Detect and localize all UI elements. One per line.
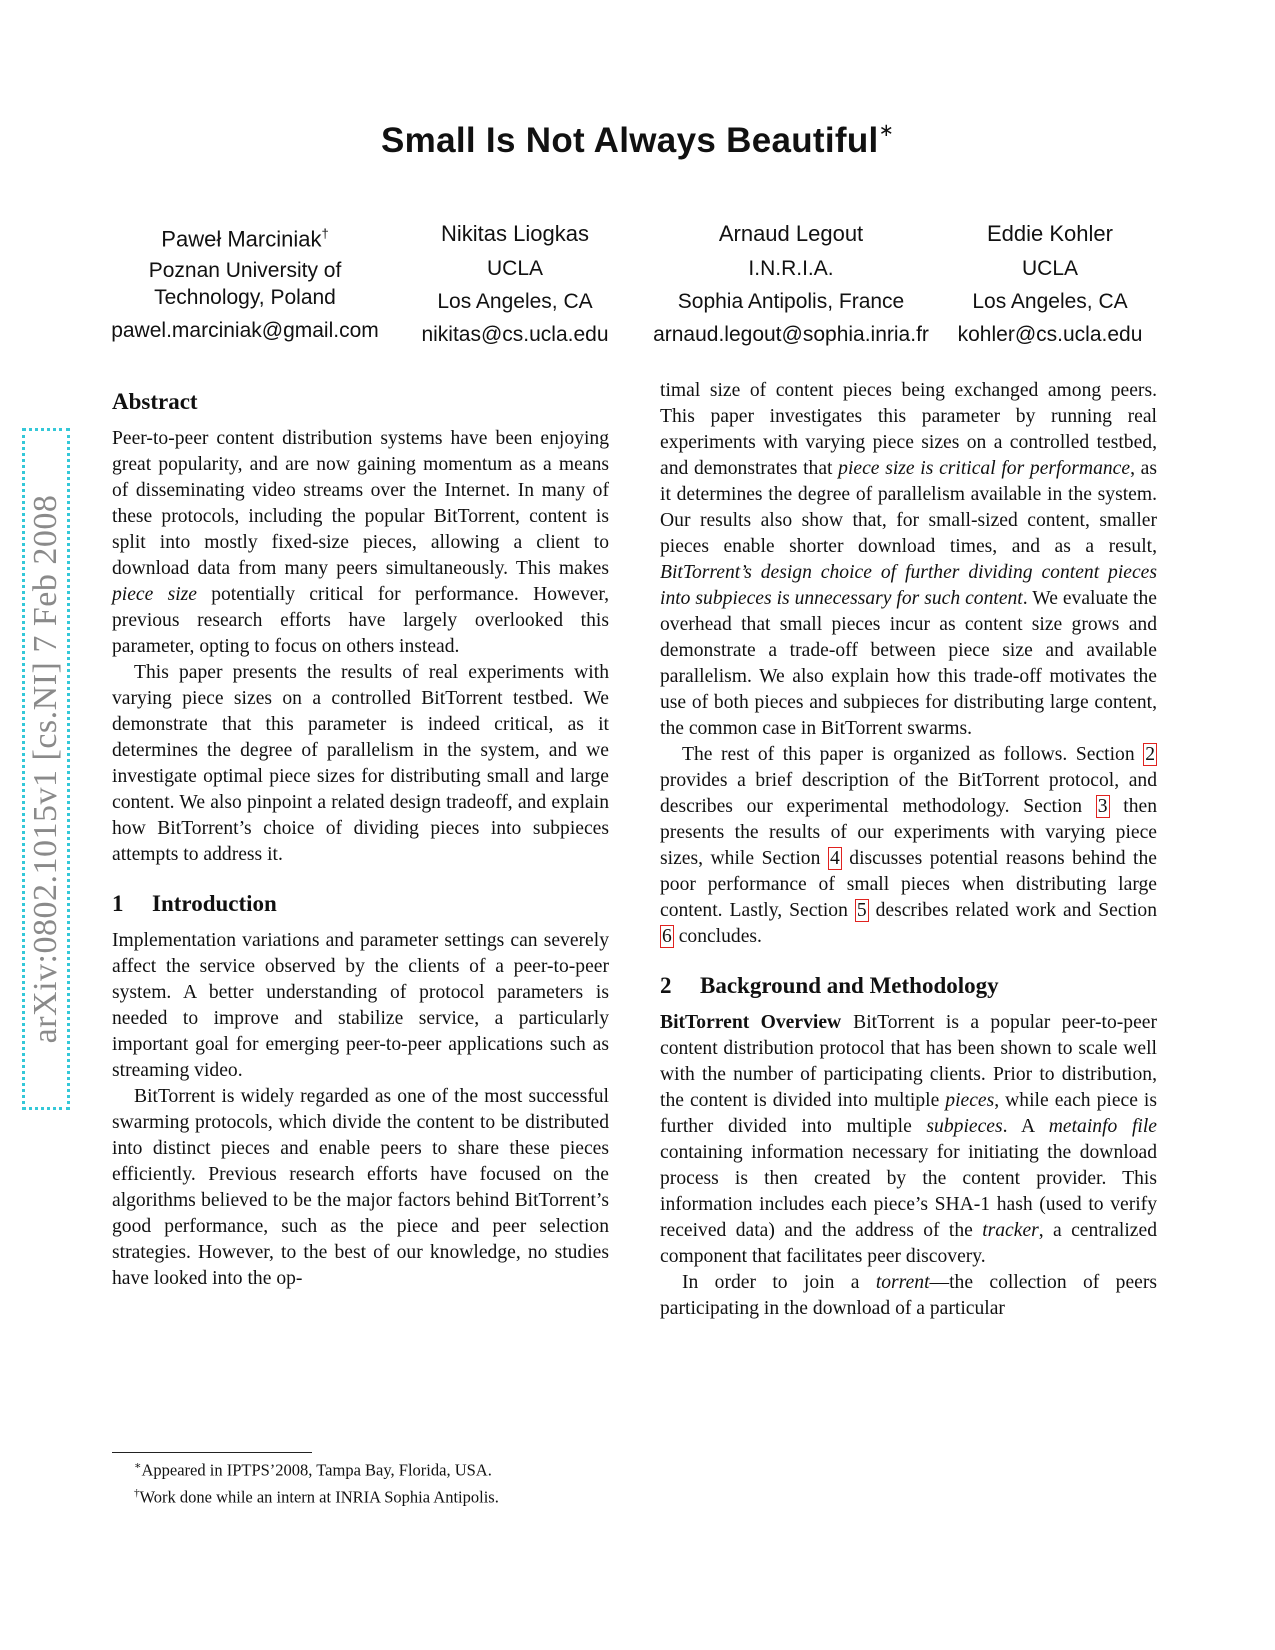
runin-heading: BitTorrent Overview — [660, 1012, 842, 1033]
footnotes — [112, 1455, 632, 1508]
arxiv-identifier: arXiv:0802.1015v1 [cs.NI] 7 Feb 2008 — [27, 494, 64, 1044]
body-paragraph: In order to join a torrent—the collection of peers participating in the download of a particular — [660, 1272, 1157, 1319]
author-affiliation: UCLA — [1021, 257, 1079, 280]
section-link[interactable]: 4 — [829, 848, 840, 869]
abstract-paragraph: This paper presents the results of real experiments with varying piece sizes on a controlled BitTorrent testbed. We demonstrate that this parameter is indeed critical, as it determines the degree of parallelism in the system, and we investigate optimal piece sizes for distributing small and large content. We also pinpoint a related design tradeoff, and explain how BitTorrent’s choice of dividing pieces into subpieces attempts to address it. — [112, 662, 609, 865]
author-block — [648, 216, 934, 351]
body-paragraph: Implementation variations and parameter settings can severely affect the service observed by the clients of a peer-to-peer system. A better understanding of protocol parameters is needed to improve and stabilize service, a particularly important goal for emerging peer-to-peer applications such as streaming video. — [112, 930, 609, 1081]
title-footnote-mark: ∗ — [878, 120, 894, 140]
body-paragraph: timal size of content pieces being exchanged among peers. This paper investigates this parameter by running real experiments with varying piece sizes on a controlled testbed, and demonstrates that piece size is critical for performance, as it determines the degree of parallelism available in the system. Our results also show that, for small-sized content, smaller pieces enable shorter download times, and as a result, BitTorrent’s design choice of further dividing content pieces into subpieces is unnecessary for such content. We evaluate the overhead that small pieces incur as content size grows and demonstrate a trade-off between piece size and available parallelism. We also explain how this trade-off motivates the use of both pieces and subpieces for distributing large content, the common case in BitTorrent swarms. — [660, 380, 1157, 739]
right-column — [660, 380, 1158, 1322]
footnote-rule — [112, 1452, 312, 1453]
left-column — [112, 389, 609, 1292]
body-paragraph: BitTorrent Overview BitTorrent is a popular peer-to-peer content distribution protocol that has been shown to scale well with the number of participating clients. Prior to distribution, the content is divided into multiple pieces, while each piece is further divided into multiple subpieces. A metainfo file containing information necessary for initiating the download process is then created by the content provider. This information includes each piece’s SHA-1 hash (used to verify received data) and the address of the tracker, a centralized component that facilitates peer discovery. — [660, 1012, 1158, 1267]
author-email: nikitas@cs.ucla.edu — [421, 323, 609, 346]
author-email: arnaud.legout@sophia.inria.fr — [653, 323, 929, 346]
author-affiliation: UCLA — [486, 257, 544, 280]
author-name: Eddie Kohler — [987, 221, 1113, 246]
author-block — [110, 216, 380, 350]
body-paragraph: The rest of this paper is organized as follows. Section 2 provides a brief description of the BitTorrent protocol, and describes our experimental methodology. Section 3 then presents the results of our experiments with varying piece sizes, while Section 4 discusses potential reasons behind the poor performance of small pieces when distributing large content. Lastly, Section 5 describes related work and Section 6 concludes. — [660, 744, 1157, 947]
section-link[interactable]: 6 — [662, 926, 672, 947]
section-link[interactable]: 5 — [856, 900, 867, 921]
author-email: kohler@cs.ucla.edu — [957, 323, 1143, 346]
footnote: †Work done while an intern at INRIA Sophia Antipolis. — [134, 1486, 499, 1506]
abstract-paragraph: Peer-to-peer content distribution systems have been enjoying great popularity, and are now gaining momentum as a means of disseminating video streams over the Internet. In many of these protocols, including the popular BitTorrent, content is split into mostly fixed-size pieces, allowing a client to download data from many peers simultaneously. This makes piece size potentially critical for performance. However, previous research efforts have largely overlooked this parameter, opting to focus on others instead. — [112, 428, 609, 657]
author-affiliation: Technology, Poland — [154, 286, 336, 310]
author-name: Arnaud Legout — [718, 221, 864, 246]
author-affiliation: Los Angeles, CA — [972, 290, 1128, 313]
abstract-heading: Abstract — [112, 389, 198, 414]
section-heading-background: 2 Background and Methodology — [660, 973, 999, 998]
author-name: Paweł Marciniak† — [161, 226, 329, 252]
author-affiliation: Sophia Antipolis, France — [677, 290, 905, 313]
author-name: Nikitas Liogkas — [441, 221, 589, 246]
arxiv-stamp — [22, 428, 70, 1110]
author-affiliation: I.N.R.I.A. — [748, 257, 834, 280]
section-link[interactable]: 2 — [1145, 744, 1155, 765]
author-block — [400, 216, 630, 351]
paper-title: Small Is Not Always Beautiful∗ — [381, 120, 894, 160]
section-heading-introduction: 1 Introduction — [112, 891, 277, 916]
author-block — [950, 216, 1150, 351]
section-link[interactable]: 3 — [1097, 796, 1108, 817]
author-affiliation: Poznan University of — [148, 259, 342, 283]
body-paragraph: BitTorrent is widely regarded as one of the most successful swarming protocols, which divide the content to be distributed into distinct pieces and enable peers to share these pieces efficiently. Previous research efforts have focused on the algorithms believed to be the major factors behind BitTorrent’s good performance, such as the piece and peer selection strategies. However, to the best of our knowledge, no studies have looked into the op- — [112, 1086, 609, 1289]
author-email: pawel.marciniak@gmail.com — [111, 319, 379, 343]
author-affiliation: Los Angeles, CA — [437, 290, 593, 313]
footnote: ∗Appeared in IPTPS’2008, Tampa Bay, Florida, USA. — [134, 1460, 492, 1480]
